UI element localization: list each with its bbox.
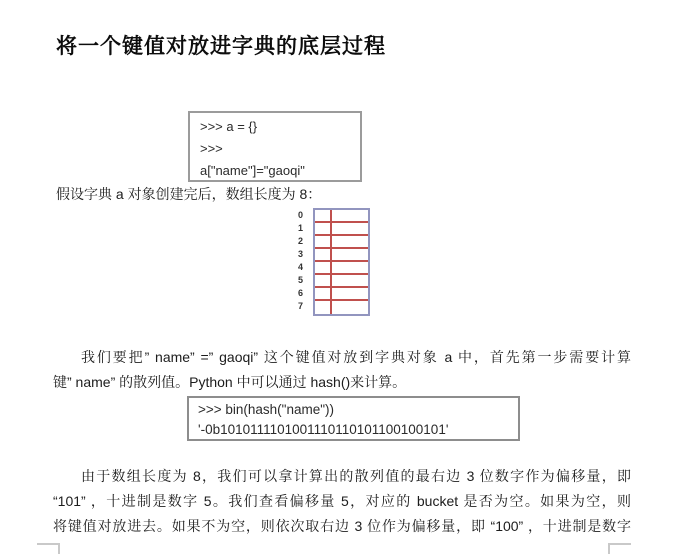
text-boundary-mark-left xyxy=(37,543,60,554)
bucket-index-label: 0 xyxy=(297,210,303,220)
bucket-value-cell xyxy=(332,262,368,273)
text-line: 将键值对放进去。如果不为空，则依次取右边 3 位作为偏移量，即 “100” ，十进制是数字 xyxy=(53,518,631,534)
code-line: >>> bin(hash("name")) xyxy=(198,402,335,417)
bucket-row xyxy=(315,249,368,262)
bucket-index-label: 6 xyxy=(297,288,303,298)
bucket-key-cell xyxy=(315,210,332,221)
code-line: a["name"]="gaoqi" xyxy=(200,163,305,178)
bucket-value-cell xyxy=(332,288,368,299)
text-line: 由于数组长度为 8，我们可以拿计算出的散列值的最右边 3 位数字作为偏移量，即 xyxy=(81,468,631,484)
bucket-row xyxy=(315,223,368,236)
bucket-key-cell xyxy=(315,275,332,286)
bucket-index-label: 5 xyxy=(297,275,303,285)
bucket-value-cell xyxy=(332,275,368,286)
code-line: >>> xyxy=(200,141,223,156)
bucket-key-cell xyxy=(315,288,332,299)
bucket-row xyxy=(315,275,368,288)
bucket-value-cell xyxy=(332,236,368,247)
bucket-row xyxy=(315,262,368,275)
bucket-row xyxy=(315,210,368,223)
bucket-key-cell xyxy=(315,236,332,247)
page-title: 将一个键值对放进字典的底层过程 xyxy=(56,35,386,58)
text-line: 我们要把” name” =” gaoqi” 这个键值对放到字典对象 a 中，首先第一步需要计算 xyxy=(81,349,631,365)
bucket-value-cell xyxy=(332,223,368,234)
bucket-row xyxy=(315,288,368,301)
text-line: “101” ，十进制是数字 5。我们查看偏移量 5，对应的 bucket 是否为空。如果为空，则 xyxy=(53,493,631,509)
bucket-value-cell xyxy=(332,210,368,221)
bucket-key-cell xyxy=(315,223,332,234)
bucket-array-diagram xyxy=(313,208,370,316)
bucket-index-label: 4 xyxy=(297,262,303,272)
array-caption: 假设字典 a 对象创建完后，数组长度为 8： xyxy=(56,186,322,202)
code-line: >>> a = {} xyxy=(200,119,258,134)
paragraph-offset-explanation xyxy=(53,464,631,539)
paragraph-hash-explanation xyxy=(53,345,631,395)
code-block-repl xyxy=(188,111,362,182)
code-block-hash xyxy=(187,396,520,441)
bucket-key-cell xyxy=(315,249,332,260)
bucket-index-label: 2 xyxy=(297,236,303,246)
code-line: '-0b1010111101001110110101100100101' xyxy=(198,422,449,437)
text-line: 键” name” 的散列值。Python 中可以通过 hash()来计算。 xyxy=(53,374,407,390)
bucket-value-cell xyxy=(332,249,368,260)
bucket-row xyxy=(315,301,368,314)
bucket-index-label: 7 xyxy=(297,301,303,311)
bucket-value-cell xyxy=(332,301,368,314)
bucket-row xyxy=(315,236,368,249)
bucket-index-label: 1 xyxy=(297,223,303,233)
bucket-index-label: 3 xyxy=(297,249,303,259)
bucket-index-labels xyxy=(291,209,303,313)
bucket-key-cell xyxy=(315,262,332,273)
text-boundary-mark-right xyxy=(608,543,631,554)
bucket-key-cell xyxy=(315,301,332,314)
